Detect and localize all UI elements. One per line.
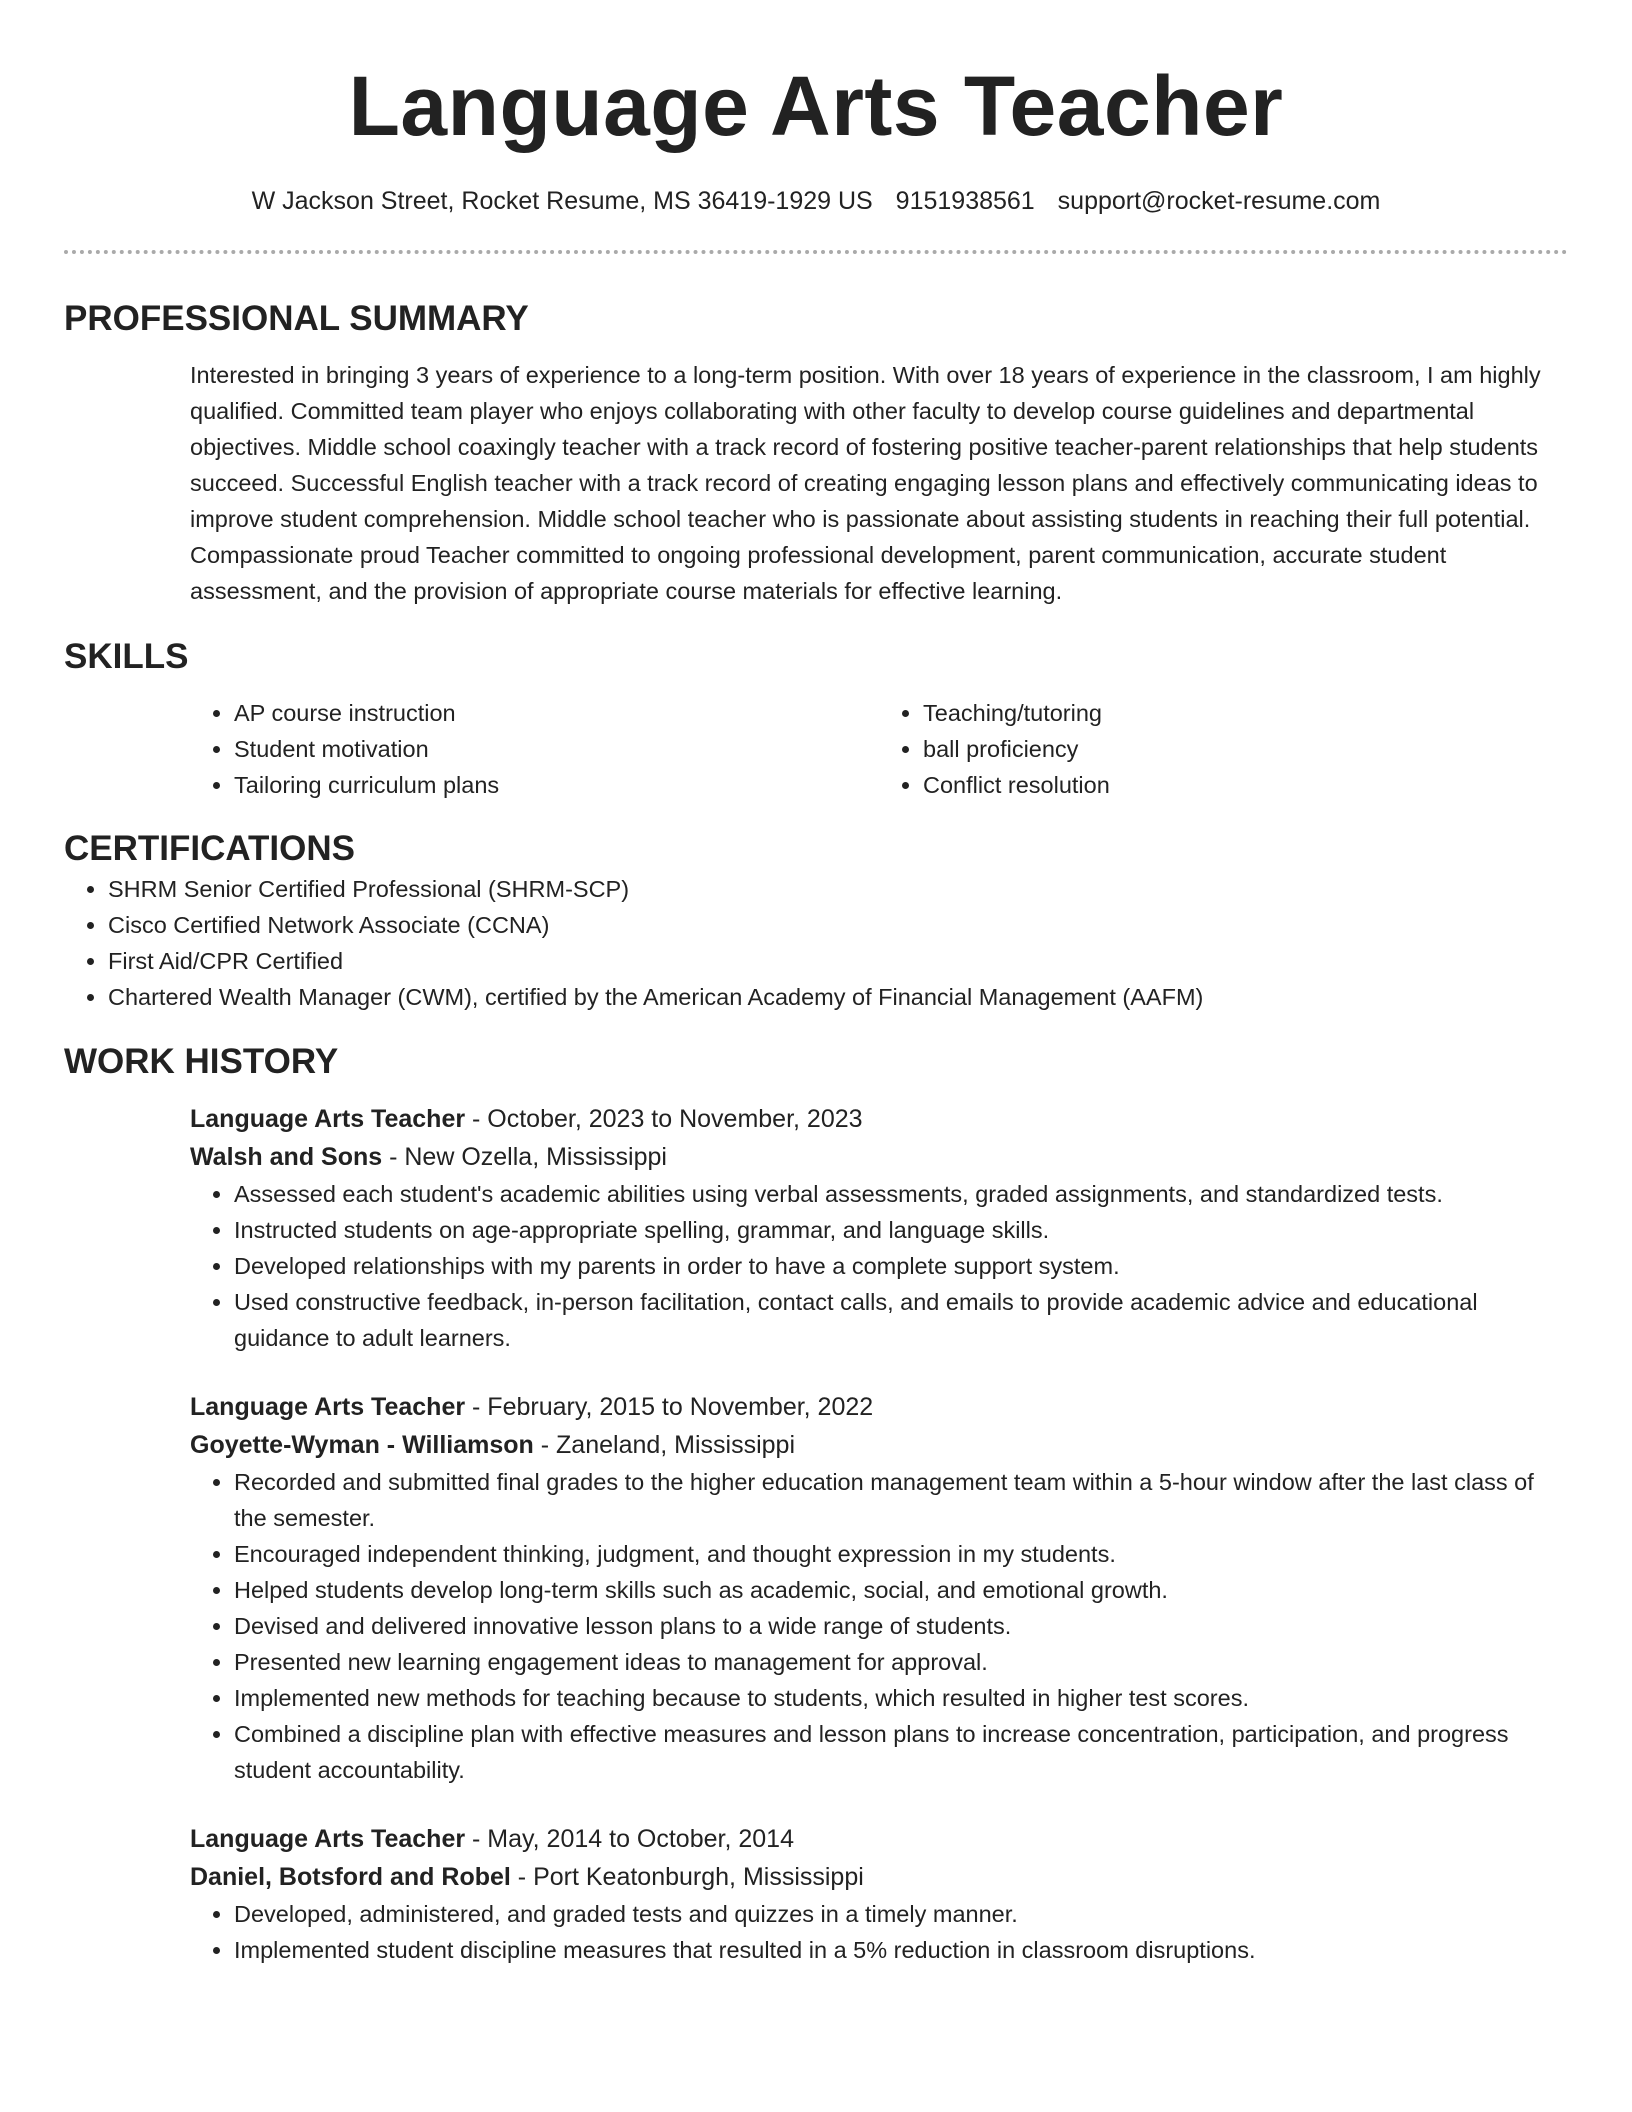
job-bullet: • Encouraged independent thinking, judgment, and thought expression in my students.: [234, 1536, 1568, 1572]
job-dates: - May, 2014 to October, 2014: [465, 1825, 794, 1853]
job-bullet: • Developed relationships with my parents in order to have a complete support system.: [234, 1248, 1568, 1284]
job-bullet: • Developed, administered, and graded tests and quizzes in a timely manner.: [234, 1896, 1568, 1932]
certification-item: • First Aid/CPR Certified: [108, 943, 1568, 979]
section-title-certifications: CERTIFICATIONS: [64, 829, 356, 868]
skills-column-right: [879, 695, 1568, 803]
summary-text: Interested in bringing 3 years of experience to a long-term position. With over 18 years of experience in the classroom, I am highly qualified. Committed team player who enjoys collaborating with other faculty to develop course guidelines and departmental objectives. Middle school coaxingly teacher with a track record of fostering positive teacher-parent relationships that help students succeed. Successful English teacher with a track record of creating engaging lesson plans and effectively communicating ideas to improve student comprehension. Middle school teacher who is passionate about assisting students in reaching their full potential. Compassionate proud Teacher committed to ongoing professional development, parent communication, accurate student assessment, and the provision of appropriate course materials for effective learning.: [190, 362, 1541, 604]
certification-item: • Cisco Certified Network Associate (CCNA): [108, 907, 1568, 943]
job-location: - Zaneland, Mississippi: [533, 1431, 796, 1459]
job-bullet: • Assessed each student's academic abilities using verbal assessments, graded assignments, and standardized tests.: [234, 1176, 1568, 1212]
job-location: - New Ozella, Mississippi: [382, 1143, 667, 1171]
certification-item: • Chartered Wealth Manager (CWM), certified by the American Academy of Financial Management (AAFM): [108, 979, 1568, 1015]
certifications-list: [64, 871, 1568, 1015]
job-role-line: [190, 1388, 1568, 1426]
skill-item: • Conflict resolution: [923, 767, 1568, 803]
job-company-line: [190, 1426, 1568, 1464]
job-dates: - February, 2015 to November, 2022: [465, 1393, 874, 1421]
job-company: Walsh and Sons: [190, 1143, 383, 1171]
section-title-work-history: WORK HISTORY: [64, 1042, 339, 1081]
skills-column-left: [190, 695, 879, 803]
job-company: Goyette-Wyman - Williamson: [190, 1431, 534, 1459]
job-bullet: • Helped students develop long-term skills such as academic, social, and emotional growth.: [234, 1572, 1568, 1608]
job-entry: [190, 1388, 1568, 1788]
skill-item: • AP course instruction: [234, 695, 879, 731]
section-title-skills: SKILLS: [64, 637, 189, 676]
resume-page: [64, 0, 1568, 1968]
resume-title: Language Arts Teacher: [348, 59, 1284, 153]
job-bullet: • Implemented new methods for teaching because to students, which resulted in higher test scores.: [234, 1680, 1568, 1716]
job-role: Language Arts Teacher: [190, 1393, 466, 1421]
job-company: Daniel, Botsford and Robel: [190, 1863, 511, 1891]
job-bullet: • Presented new learning engagement ideas to management for approval.: [234, 1644, 1568, 1680]
skill-item: • Teaching/tutoring: [923, 695, 1568, 731]
section-title-summary: PROFESSIONAL SUMMARY: [64, 299, 529, 338]
job-company-line: [190, 1138, 1568, 1176]
skill-item: • Tailoring curriculum plans: [234, 767, 879, 803]
job-role-line: [190, 1100, 1568, 1138]
contact-email: support@rocket-resume.com: [1057, 187, 1381, 215]
job-bullet: • Devised and delivered innovative lesson plans to a wide range of students.: [234, 1608, 1568, 1644]
job-entry: [190, 1100, 1568, 1356]
job-bullet: • Instructed students on age-appropriate spelling, grammar, and language skills.: [234, 1212, 1568, 1248]
job-dates: - October, 2023 to November, 2023: [465, 1105, 863, 1133]
contact-phone: 9151938561: [895, 187, 1035, 215]
job-bullet: • Used constructive feedback, in-person facilitation, contact calls, and emails to provide academic advice and educational guidance to adult learners.: [234, 1284, 1568, 1356]
contact-address: W Jackson Street, Rocket Resume, MS 36419-1929 US: [251, 187, 873, 215]
job-bullet: • Implemented student discipline measures that resulted in a 5% reduction in classroom disruptions.: [234, 1932, 1568, 1968]
job-role: Language Arts Teacher: [190, 1825, 466, 1853]
job-company-line: [190, 1858, 1568, 1896]
skill-item: • Student motivation: [234, 731, 879, 767]
job-location: - Port Keatonburgh, Mississippi: [510, 1863, 864, 1891]
job-bullets: [190, 1464, 1568, 1788]
job-bullet: • Combined a discipline plan with effective measures and lesson plans to increase concentration, participation, and progress student accountability.: [234, 1716, 1568, 1788]
job-bullets: [190, 1176, 1568, 1356]
job-bullet: • Recorded and submitted final grades to the higher education management team within a 5-hour window after the last class of the semester.: [234, 1464, 1568, 1536]
certification-item: • SHRM Senior Certified Professional (SHRM-SCP): [108, 871, 1568, 907]
skill-item: • ball proficiency: [923, 731, 1568, 767]
skills-grid: [190, 695, 1568, 803]
header-divider: [64, 250, 1568, 254]
contact-line: [64, 184, 1568, 218]
job-entry: [190, 1820, 1568, 1968]
job-role-line: [190, 1820, 1568, 1858]
job-role: Language Arts Teacher: [190, 1105, 466, 1133]
job-bullets: [190, 1896, 1568, 1968]
